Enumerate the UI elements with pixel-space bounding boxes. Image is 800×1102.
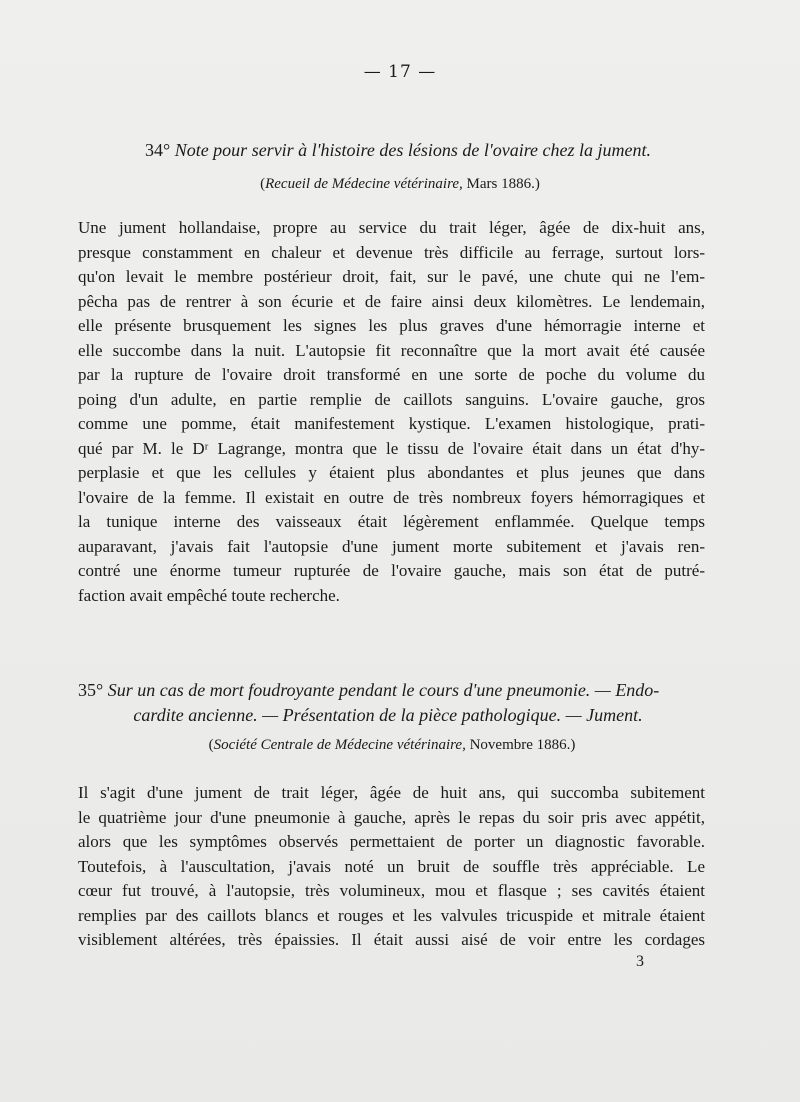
paragraph-line: qué par M. le Dʳ Lagrange, montra que le tissu de l'ovaire était dans un état d'hy- — [78, 438, 705, 458]
section-35-title-line-1 — [78, 678, 718, 703]
paragraph-line: l'ovaire de la femme. Il existait en outre de très nombreux foyers hémorragiques et — [78, 487, 705, 507]
paragraph-line: elle présente brusquement les signes les plus graves d'une hémorragie interne et — [78, 316, 705, 335]
paragraph-line: presque constamment en chaleur et devenue très difficile au ferrage, surtout lors- — [78, 242, 705, 262]
section-34-source-journal: Recueil de Médecine vétérinaire, — [265, 176, 463, 192]
section-35-source-journal: Société Centrale de Médecine vétérinaire, — [213, 737, 466, 753]
paragraph-line: faction avait empêché toute recherche. — [78, 585, 340, 605]
page-number: — 17 — — [363, 62, 437, 82]
section-35-title-part-1: Sur un cas de mort foudroyante pendant le cours d'une pneumonie. — Endo- — [107, 680, 660, 700]
paragraph-line: contré une énorme tumeur rupturée de l'ovaire gauche, mais son état de putré- — [78, 561, 705, 580]
paragraph-line: visiblement altérées, très épaissies. Il était aussi aisé de voir entre les cordages — [78, 930, 705, 949]
paragraph-line: pêcha pas de rentrer à son écurie et de faire ainsi deux kilomètres. Le lendemain, — [78, 291, 705, 311]
section-35-title-line-2: cardite ancienne. — Présentation de la pièce pathologique. — Jument. — [133, 705, 643, 725]
section-34-paragraph — [78, 216, 705, 608]
paragraph-line: alors que les symptômes observés permettaient de porter un diagnostic favorable. — [78, 832, 705, 851]
paragraph-line: Toutefois, à l'auscultation, j'avais noté un bruit de souffle très appréciable. Le — [78, 856, 705, 876]
paragraph-line: auparavant, j'avais fait l'autopsie d'une jument morte subitement et j'avais ren- — [78, 536, 705, 556]
paragraph-line: cœur fut trouvé, à l'autopsie, très volumineux, mou et flasque ; ses cavités étaient — [78, 881, 705, 900]
paragraph-line: remplies par des caillots blancs et rouges et les valvules tricuspide et mitrale étaient — [78, 905, 705, 925]
paragraph-line: perplasie et que les cellules y étaient plus abondantes et plus jeunes que dans — [78, 463, 705, 482]
paragraph-line: la tunique interne des vaisseaux était légèrement enflammée. Quelque temps — [78, 512, 705, 531]
paragraph-line: poing d'un adulte, en partie remplie de caillots sanguins. L'ovaire gauche, gros — [78, 389, 705, 409]
paragraph-line: Une jument hollandaise, propre au service du trait léger, âgée de dix-huit ans, — [78, 218, 705, 237]
section-34-heading — [78, 138, 718, 163]
paragraph-line: le quatrième jour d'une pneumonie à gauche, après le repas du soir pris avec appétit, — [78, 807, 705, 827]
section-35-heading — [78, 678, 718, 728]
section-35-paragraph — [78, 781, 705, 953]
paragraph-line: qu'on levait le membre postérieur droit, fait, sur le pavé, une chute qui ne l'em- — [78, 267, 705, 286]
section-34-source-date: Mars 1886. — [466, 176, 535, 192]
section-34-number: 34° — [144, 140, 171, 160]
paragraph-line: par la rupture de l'ovaire droit transformé en une sorte de poche du volume du — [78, 365, 705, 384]
section-35-number: 35° — [78, 680, 104, 700]
printer-signature: 3 — [636, 953, 644, 970]
section-34-source: (Recueil de Médecine vétérinaire, Mars 1886.) — [260, 176, 540, 192]
paragraph-line: Il s'agit d'une jument de trait léger, âgée de huit ans, qui succomba subitement — [78, 783, 705, 802]
section-35-source: (Société Centrale de Médecine vétérinaire, Novembre 1886.) — [208, 737, 576, 753]
paragraph-line: elle succombe dans la nuit. L'autopsie fit reconnaître que la mort avait été causée — [78, 340, 705, 360]
section-34-title: Note pour servir à l'histoire des lésions de l'ovaire chez la jument. — [174, 140, 651, 160]
paragraph-line: comme une pomme, était manifestement kystique. L'examen histologique, prati- — [78, 414, 705, 433]
section-35-source-date: Novembre 1886. — [469, 737, 571, 753]
